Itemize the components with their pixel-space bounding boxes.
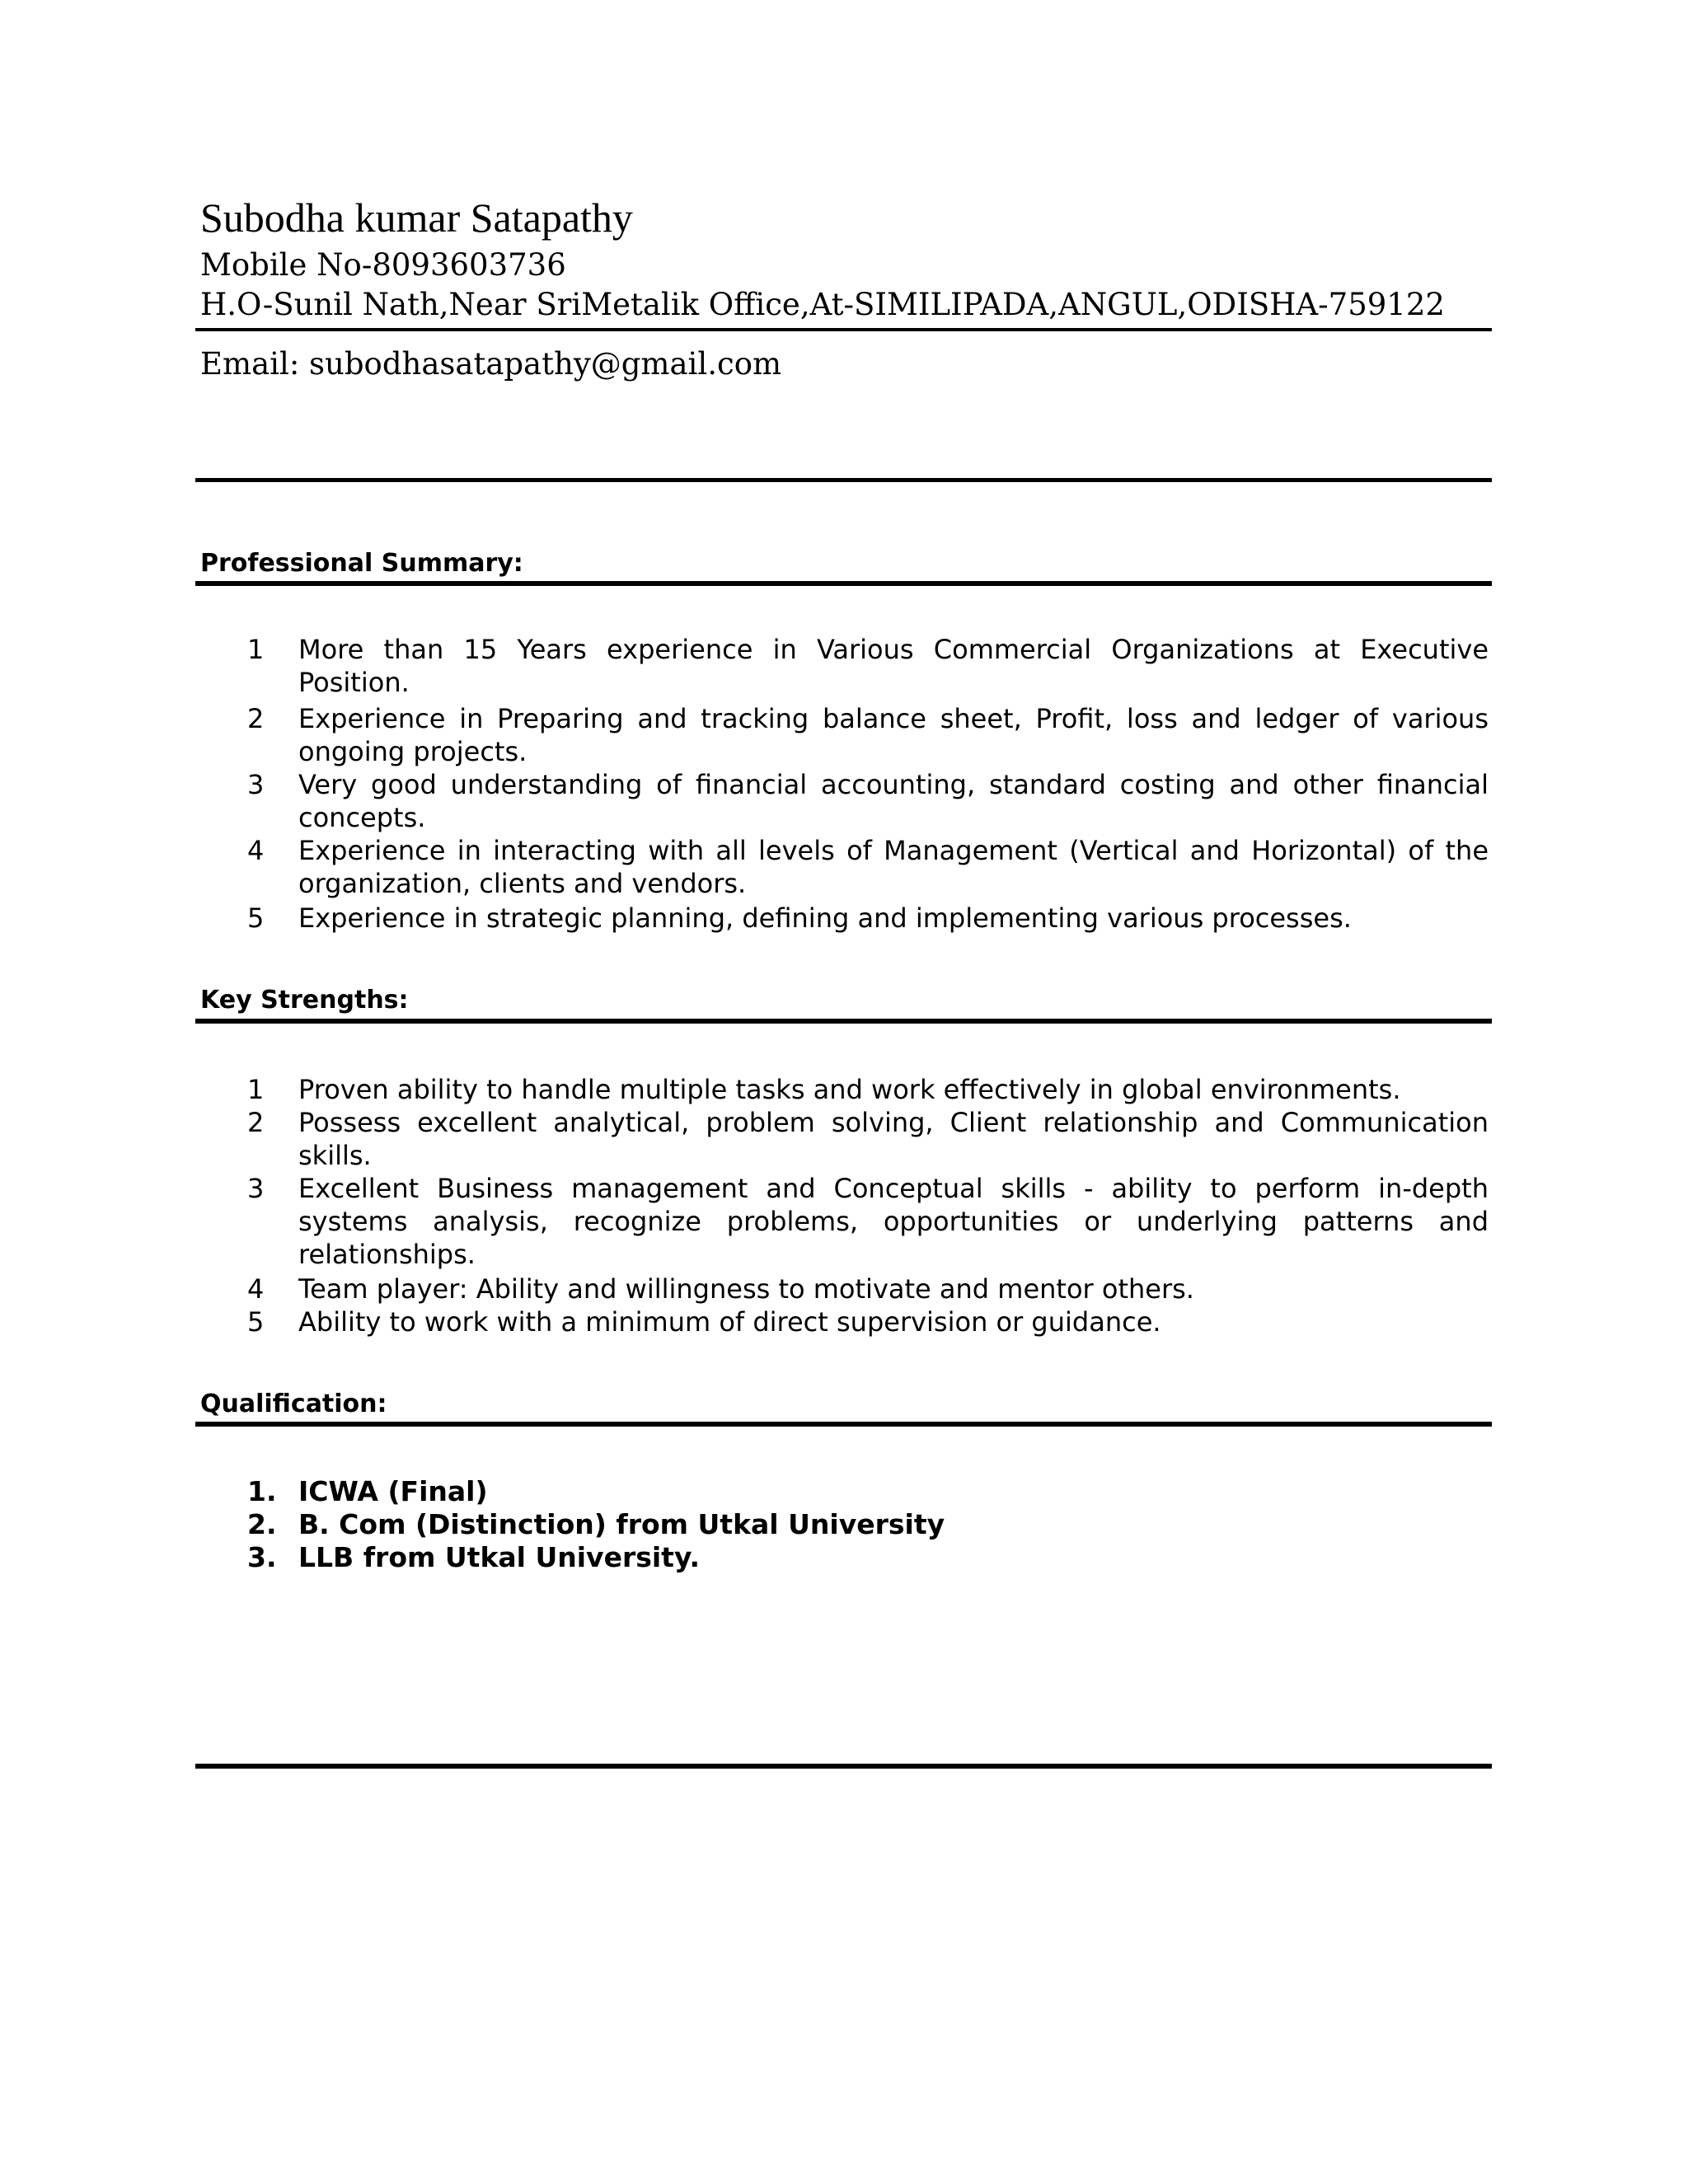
professional-summary-rule — [195, 581, 1492, 586]
candidate-name: Subodha kumar Satapathy — [200, 194, 633, 241]
section-divider — [195, 478, 1492, 482]
list-text: ICWA (Final) — [298, 1475, 488, 1507]
list-item — [0, 1106, 1489, 1172]
address: H.O-Sunil Nath,Near SriMetalik Office,At-SIMILIPADA,ANGUL,ODISHA-759122 — [200, 287, 1445, 322]
list-number: 2 — [247, 1107, 265, 1138]
list-number: 3. — [247, 1541, 277, 1573]
list-number: 4 — [247, 835, 265, 866]
list-text: More than 15 Years experience in Various Commercial Organizations at Executive Position. — [298, 634, 1489, 698]
list-number: 3 — [247, 769, 265, 800]
list-number: 4 — [247, 1273, 265, 1305]
list-text: LLB from Utkal University. — [298, 1541, 700, 1573]
list-item — [0, 633, 1489, 702]
list-text: Possess excellent analytical, problem solving, Client relationship and Communication skills. — [298, 1107, 1489, 1171]
list-item — [0, 834, 1489, 902]
list-number: 1 — [247, 634, 265, 665]
list-number: 5 — [247, 902, 265, 934]
mobile-number: Mobile No-8093603736 — [200, 247, 566, 283]
header-divider — [195, 328, 1492, 331]
list-text: Experience in interacting with all levels of Management (Vertical and Horizontal) of the organization, clients and vendors. — [298, 835, 1489, 899]
list-item — [0, 1305, 1489, 1338]
list-text: Ability to work with a minimum of direct supervision or guidance. — [298, 1306, 1161, 1338]
list-text: B. Com (Distinction) from Utkal University — [298, 1508, 945, 1540]
qualification-heading: Qualification: — [200, 1390, 387, 1418]
key-strengths-list — [0, 1073, 1688, 1338]
list-item — [0, 902, 1489, 935]
list-number: 1 — [247, 1074, 265, 1105]
list-number: 2 — [247, 703, 265, 734]
footer-divider — [195, 1764, 1492, 1769]
email-address: Email: subodhasatapathy@gmail.com — [200, 346, 782, 382]
list-item — [0, 1272, 1489, 1305]
list-item — [0, 768, 1489, 834]
list-text: Experience in strategic planning, defining and implementing various processes. — [298, 902, 1352, 934]
list-number: 1. — [247, 1475, 277, 1507]
key-strengths-rule — [195, 1019, 1492, 1024]
list-number: 3 — [247, 1173, 265, 1204]
list-number: 5 — [247, 1306, 265, 1338]
list-item — [0, 1475, 1489, 1508]
list-text: Experience in Preparing and tracking balance sheet, Profit, loss and ledger of various ongoing projects. — [298, 703, 1489, 767]
qualification-rule — [195, 1422, 1492, 1427]
professional-summary-heading: Professional Summary: — [200, 549, 523, 578]
list-text: Very good understanding of financial accounting, standard costing and other financial concepts. — [298, 769, 1489, 833]
list-item — [0, 1508, 1489, 1541]
list-text: Excellent Business management and Conceptual skills - ability to perform in-depth systems analysis, recognize problems, opportunities or underlying patterns and relationships. — [298, 1173, 1489, 1270]
list-item — [0, 702, 1489, 768]
list-item — [0, 1172, 1489, 1272]
list-item — [0, 1541, 1489, 1574]
professional-summary-list — [0, 633, 1688, 935]
list-number: 2. — [247, 1508, 277, 1540]
list-item — [0, 1073, 1489, 1106]
qualification-list — [0, 1475, 1688, 1574]
key-strengths-heading: Key Strengths: — [200, 986, 409, 1015]
list-text: Proven ability to handle multiple tasks and work effectively in global environments. — [298, 1074, 1401, 1105]
list-text: Team player: Ability and willingness to motivate and mentor others. — [298, 1273, 1194, 1305]
